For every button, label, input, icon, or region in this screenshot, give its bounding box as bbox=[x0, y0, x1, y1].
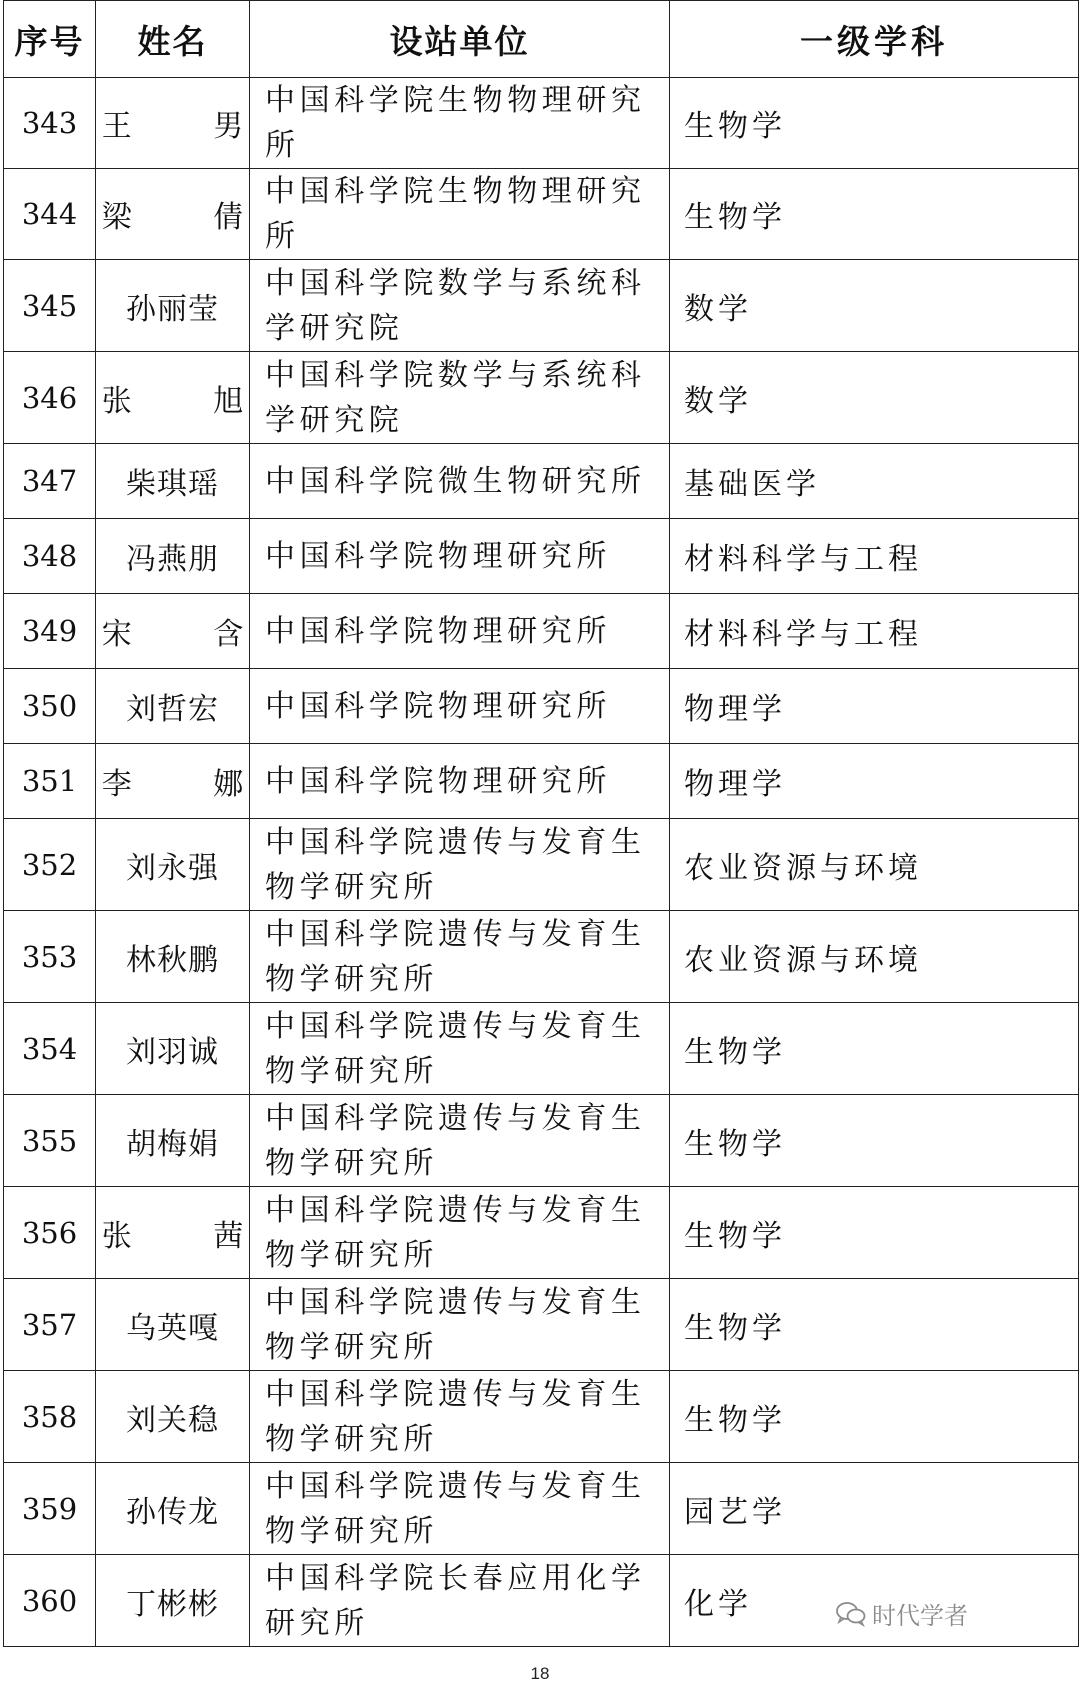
cell-discipline: 生物学 bbox=[670, 169, 1079, 260]
watermark bbox=[836, 1596, 968, 1631]
cell-host-unit: 中国科学院长春应用化学研究所 bbox=[250, 1555, 670, 1647]
cell-host-unit: 中国科学院遗传与发育生物学研究所 bbox=[250, 1279, 670, 1371]
cell-discipline: 材料科学与工程 bbox=[670, 594, 1079, 669]
cell-host-unit: 中国科学院数学与系统科学研究院 bbox=[250, 260, 670, 352]
table-row bbox=[4, 1187, 1079, 1279]
cell-discipline: 物理学 bbox=[670, 744, 1079, 819]
name-text: 柴琪瑶 bbox=[126, 467, 219, 502]
table-row bbox=[4, 1371, 1079, 1463]
cell-name bbox=[96, 1463, 250, 1555]
cell-name bbox=[96, 1371, 250, 1463]
cell-discipline: 生物学 bbox=[670, 1279, 1079, 1371]
cell-name bbox=[96, 1187, 280, 1279]
wechat-icon bbox=[836, 1601, 866, 1627]
cell-discipline: 数学 bbox=[670, 352, 1079, 444]
name-text: 孙丽莹 bbox=[126, 291, 219, 327]
table-row bbox=[4, 744, 1079, 819]
cell-serial-number: 350 bbox=[4, 669, 96, 744]
cell-name bbox=[96, 1095, 250, 1187]
cell-host-unit: 中国科学院物理研究所 bbox=[250, 519, 670, 594]
cell-host-unit: 中国科学院遗传与发育生物学研究所 bbox=[250, 911, 670, 1003]
cell-serial-number: 345 bbox=[4, 260, 96, 352]
cell-name bbox=[96, 78, 280, 169]
name-text: 刘关稳 bbox=[126, 1402, 219, 1438]
table-row bbox=[4, 1279, 1079, 1371]
cell-host-unit: 中国科学院物理研究所 bbox=[250, 669, 670, 744]
cell-discipline: 生物学 bbox=[670, 1095, 1079, 1187]
table-row bbox=[4, 1003, 1079, 1095]
cell-discipline: 基础医学 bbox=[670, 444, 1079, 519]
cell-serial-number: 343 bbox=[4, 78, 96, 169]
cell-discipline: 农业资源与环境 bbox=[670, 819, 1079, 911]
cell-serial-number: 353 bbox=[4, 911, 96, 1003]
name-text: 刘永强 bbox=[126, 850, 219, 886]
cell-serial-number: 352 bbox=[4, 819, 96, 911]
name-text: 乌英嘎 bbox=[126, 1310, 219, 1346]
cell-discipline: 生物学 bbox=[670, 1371, 1079, 1463]
roster-table bbox=[3, 0, 1079, 1647]
cell-serial-number: 351 bbox=[4, 744, 96, 819]
cell-discipline: 物理学 bbox=[670, 669, 1079, 744]
cell-discipline: 生物学 bbox=[670, 1003, 1079, 1095]
cell-serial-number: 346 bbox=[4, 352, 96, 444]
cell-name bbox=[96, 260, 250, 352]
header-serial-number: 序号 bbox=[4, 1, 96, 78]
cell-discipline: 生物学 bbox=[670, 78, 1079, 169]
cell-serial-number: 358 bbox=[4, 1371, 96, 1463]
cell-serial-number: 344 bbox=[4, 169, 96, 260]
cell-host-unit: 中国科学院物理研究所 bbox=[250, 744, 670, 819]
table-row bbox=[4, 669, 1079, 744]
table-row bbox=[4, 78, 1079, 169]
name-text: 林秋鹏 bbox=[126, 942, 219, 978]
name-text: 丁彬彬 bbox=[126, 1586, 219, 1622]
cell-serial-number: 348 bbox=[4, 519, 96, 594]
cell-host-unit: 中国科学院遗传与发育生物学研究所 bbox=[250, 1003, 670, 1095]
cell-discipline: 生物学 bbox=[670, 1187, 1079, 1279]
table-body bbox=[4, 78, 1079, 1647]
header-host-unit: 设站单位 bbox=[250, 1, 670, 78]
cell-name bbox=[96, 1555, 250, 1647]
name-text: 冯燕朋 bbox=[126, 542, 219, 577]
cell-name bbox=[96, 819, 250, 911]
header-name: 姓名 bbox=[96, 1, 250, 78]
cell-name bbox=[96, 352, 280, 444]
cell-host-unit: 中国科学院生物物理研究所 bbox=[250, 169, 670, 260]
cell-serial-number: 349 bbox=[4, 594, 96, 669]
table-row bbox=[4, 1095, 1079, 1187]
table-row bbox=[4, 594, 1079, 669]
name-text: 张 旭 bbox=[101, 383, 280, 419]
cell-discipline: 材料科学与工程 bbox=[670, 519, 1079, 594]
name-text: 宋 含 bbox=[101, 617, 280, 652]
cell-name bbox=[96, 1003, 250, 1095]
name-text: 梁 倩 bbox=[101, 200, 280, 235]
table-row bbox=[4, 1463, 1079, 1555]
header-discipline: 一级学科 bbox=[670, 1, 1079, 78]
table-row bbox=[4, 911, 1079, 1003]
cell-host-unit: 中国科学院遗传与发育生物学研究所 bbox=[250, 1095, 670, 1187]
cell-host-unit: 中国科学院物理研究所 bbox=[250, 594, 670, 669]
cell-host-unit: 中国科学院数学与系统科学研究院 bbox=[250, 352, 670, 444]
cell-name bbox=[96, 1279, 250, 1371]
cell-host-unit: 中国科学院遗传与发育生物学研究所 bbox=[250, 1463, 670, 1555]
name-text: 胡梅娟 bbox=[126, 1126, 219, 1162]
cell-host-unit: 中国科学院遗传与发育生物学研究所 bbox=[250, 819, 670, 911]
cell-serial-number: 357 bbox=[4, 1279, 96, 1371]
name-text: 刘哲宏 bbox=[126, 692, 219, 727]
cell-host-unit: 中国科学院遗传与发育生物学研究所 bbox=[250, 1187, 670, 1279]
name-text: 孙传龙 bbox=[126, 1494, 219, 1530]
cell-name bbox=[96, 519, 250, 594]
watermark-text: 时代学者 bbox=[872, 1602, 968, 1630]
table-row bbox=[4, 352, 1079, 444]
cell-host-unit: 中国科学院微生物研究所 bbox=[250, 444, 670, 519]
cell-name bbox=[96, 444, 250, 519]
cell-name bbox=[96, 744, 280, 819]
cell-discipline: 园艺学 bbox=[670, 1463, 1079, 1555]
cell-serial-number: 359 bbox=[4, 1463, 96, 1555]
table-row bbox=[4, 519, 1079, 594]
cell-discipline: 数学 bbox=[670, 260, 1079, 352]
cell-name bbox=[96, 911, 250, 1003]
page-number: 18 bbox=[530, 1664, 550, 1683]
table-row bbox=[4, 260, 1079, 352]
cell-name bbox=[96, 594, 280, 669]
table-header-row bbox=[4, 1, 1079, 78]
cell-discipline: 农业资源与环境 bbox=[670, 911, 1079, 1003]
name-text: 张 茜 bbox=[101, 1218, 280, 1254]
cell-discipline: 化学 bbox=[670, 1555, 1079, 1647]
cell-serial-number: 360 bbox=[4, 1555, 96, 1647]
name-text: 刘羽诚 bbox=[126, 1034, 219, 1070]
name-text: 李 娜 bbox=[101, 767, 280, 802]
table-row bbox=[4, 169, 1079, 260]
cell-serial-number: 347 bbox=[4, 444, 96, 519]
table-row bbox=[4, 819, 1079, 911]
cell-name bbox=[96, 169, 280, 260]
cell-serial-number: 356 bbox=[4, 1187, 96, 1279]
cell-serial-number: 354 bbox=[4, 1003, 96, 1095]
cell-name bbox=[96, 669, 250, 744]
cell-host-unit: 中国科学院生物物理研究所 bbox=[250, 78, 670, 169]
name-text: 王 男 bbox=[101, 109, 280, 144]
table-row bbox=[4, 444, 1079, 519]
cell-host-unit: 中国科学院遗传与发育生物学研究所 bbox=[250, 1371, 670, 1463]
cell-serial-number: 355 bbox=[4, 1095, 96, 1187]
